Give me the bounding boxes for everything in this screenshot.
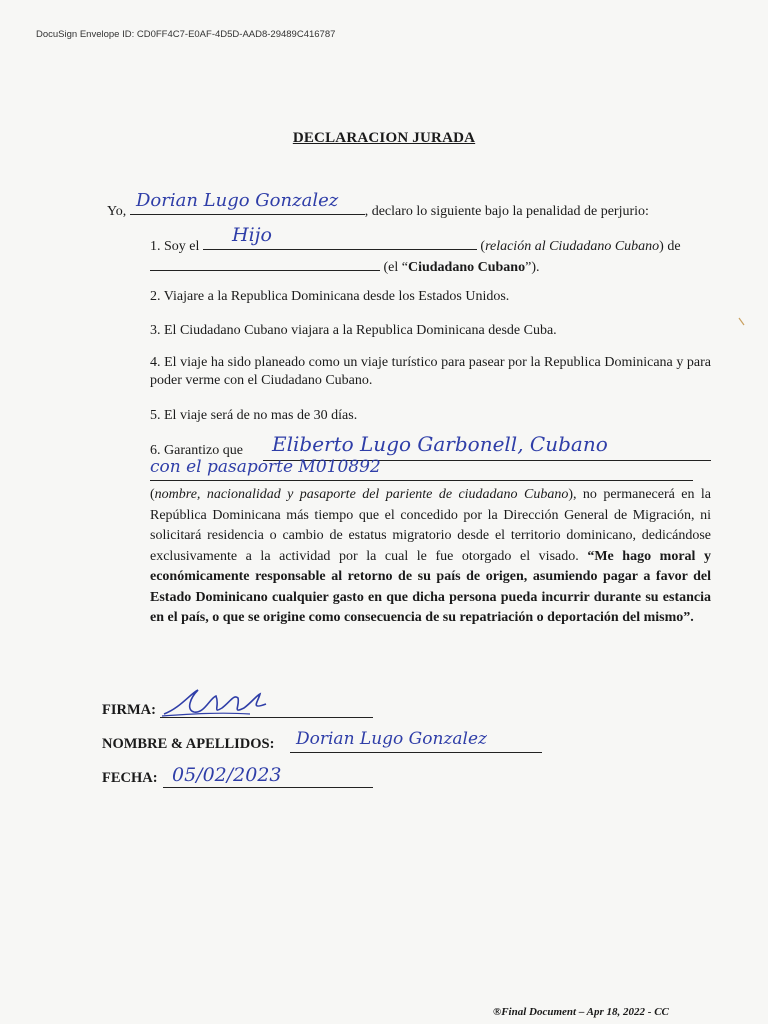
- citizen-blank: [150, 256, 380, 271]
- item6-prefix: 6. Garantizo que: [150, 443, 243, 458]
- relation-hint: relación al Ciudadano Cubano: [485, 239, 660, 254]
- item6-italic-hint: nombre, nacionalidad y pasaporte del pariente de ciudadano Cubano: [154, 487, 569, 502]
- handwritten-relative-line1: Eliberto Lugo Garbonell, Cubano: [272, 432, 608, 456]
- nombre-line: [290, 752, 542, 753]
- handwritten-signature: [160, 684, 270, 720]
- item1-line1: 1. Soy el (relación al Ciudadano Cubano) de: [150, 235, 681, 255]
- footer-note: ®Final Document – Apr 18, 2022 - CC: [493, 1006, 669, 1018]
- handwritten-relative-line2: con el pasaporte M010892: [150, 457, 381, 477]
- stray-pen-mark: [738, 317, 746, 327]
- item1-after-hint: ) de: [659, 239, 681, 254]
- handwritten-relation: Hijo: [232, 224, 272, 246]
- nombre-label: NOMBRE & APELLIDOS:: [102, 736, 275, 752]
- item1-line2-pre: (el “: [383, 260, 408, 275]
- item5: 5. El viaje será de no mas de 30 días.: [150, 408, 358, 423]
- handwritten-declarant-name: Dorian Lugo Gonzalez: [136, 190, 339, 211]
- docusign-envelope-id: DocuSign Envelope ID: CD0FF4C7-E0AF-4D5D-AAD8-29489C416787: [36, 29, 336, 40]
- item6-body-text: ), no permanecerá en la República Dominicana más tiempo que el concedido por la Dirección General de Migración, ni solicitará residencia o cambio de estatus migratorio desde el territorio dominicano, dedicándose exclusivamente a la actividad por la cual le fue otorgado el visado.: [150, 487, 711, 564]
- item4: 4. El viaje ha sido planeado como un viaje turístico para pasear por la Republica Dominicana y para poder verme con el Ciudadano Cubano.: [150, 355, 711, 388]
- handwritten-full-name: Dorian Lugo Gonzalez: [296, 729, 487, 749]
- item1-prefix: 1. Soy el: [150, 239, 200, 254]
- item1-line2-post: ”).: [525, 260, 540, 275]
- item2: 2. Viajare a la Republica Dominicana desde los Estados Unidos.: [150, 289, 510, 304]
- handwritten-date: 05/02/2023: [172, 764, 282, 786]
- item6-blank-2: [150, 480, 693, 481]
- item1-line2-bold: Ciudadano Cubano: [407, 260, 526, 275]
- fecha-line: [163, 787, 373, 788]
- item6-bold-statement: “Me hago moral y económicamente responsable al retorno de su país de origen, asumiendo pagar a favor del Estado Dominicano cualquier gasto en que dicha persona pueda incurrir durante su estancia en el país, o que se origine como consecuencia de su repatriación o deportación del mismo”.: [150, 548, 712, 625]
- fecha-label: FECHA:: [102, 770, 158, 786]
- intro-prefix: Yo,: [107, 204, 127, 219]
- item1-line2: [150, 256, 540, 276]
- item6-body: (nombre, nacionalidad y pasaporte del pariente de ciudadano Cubano), no permanecerá en la República Dominicana más tiempo que el concedido por la Dirección General de Migración, ni solicitará residencia o cambio de estatus migratorio desde el territorio dominicano, dedicándose exclusivamente a la actividad por la cual le fue otorgado el visado. “Me hago moral y económicamente responsable al retorno de su país de origen, asumiendo pagar a favor del Estado Dominicano cualquier gasto en que dicha persona pueda incurrir durante su estancia en el país, o que se origine como consecuencia de su repatriación o deportación del mismo”.: [150, 487, 712, 625]
- intro-suffix: , declaro lo siguiente bajo la penalidad de perjurio:: [364, 204, 649, 219]
- document-title: DECLARACION JURADA: [292, 130, 476, 146]
- firma-label: FIRMA:: [102, 702, 156, 718]
- item3: 3. El Ciudadano Cubano viajara a la Republica Dominicana desde Cuba.: [150, 323, 557, 338]
